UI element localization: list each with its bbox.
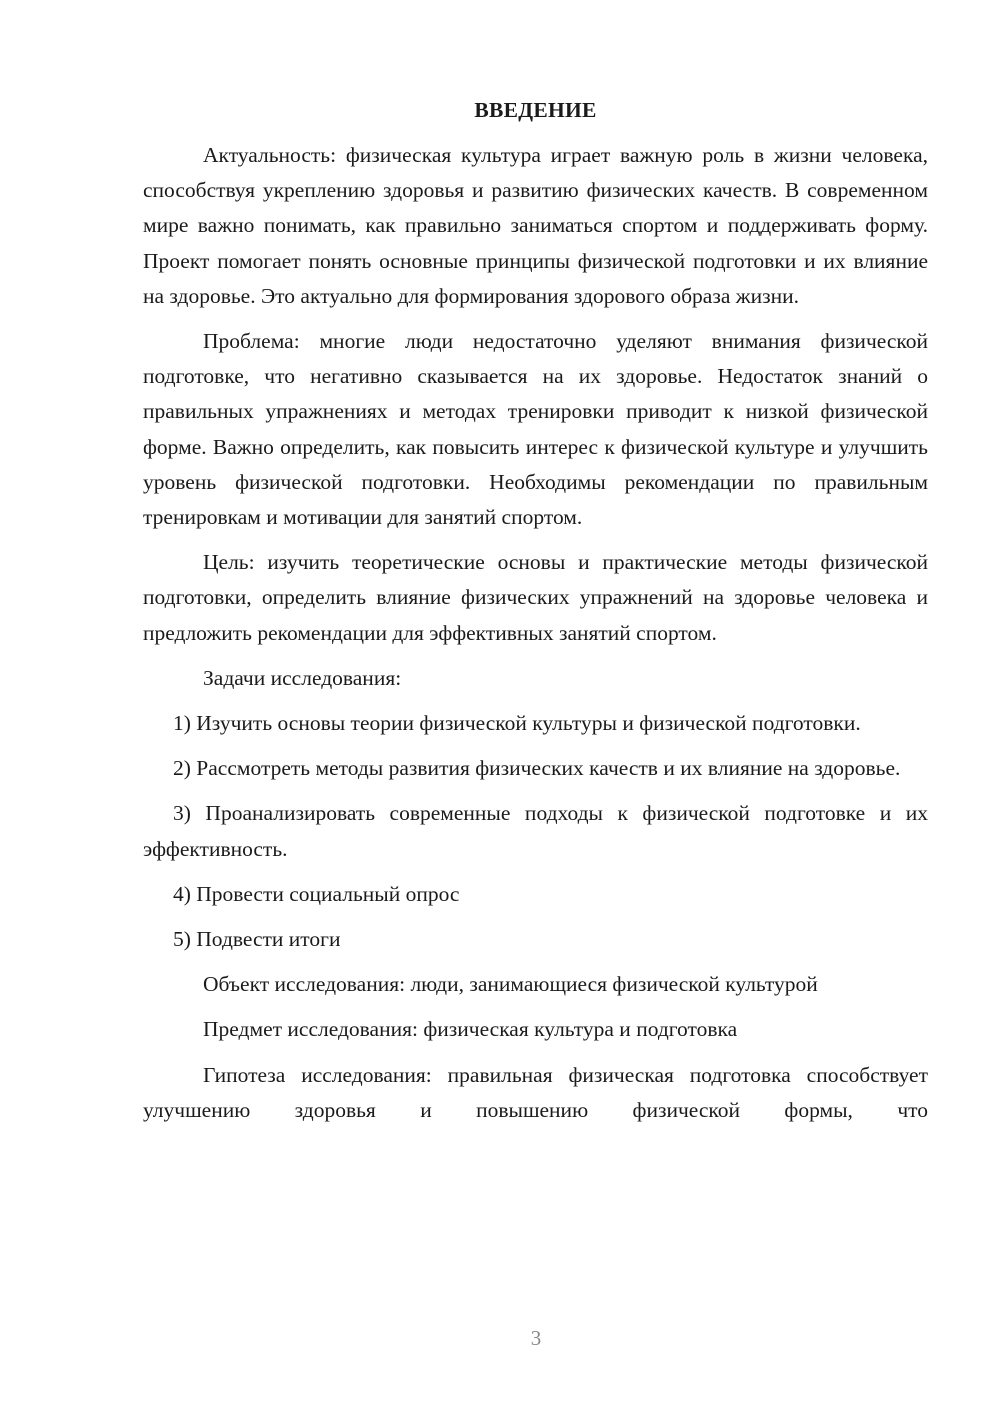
task-item: 5) Подвести итоги <box>173 927 341 952</box>
relevance-paragraph: Актуальность: физическая культура играет важную роль в жизни человека, способствуя укреплению здоровья и развитию физических качеств. В современном мире важно понимать, как правильно заниматься спортом и поддерживать форму. Проект помогает понять основные принципы физической подготовки и их влияние на здоровье. Это актуально для формирования здорового образа жизни. <box>143 143 928 308</box>
page-content <box>143 94 928 1138</box>
object-paragraph: Объект исследования: люди, занимающиеся физической культурой <box>203 972 818 997</box>
goal-paragraph: Цель: изучить теоретические основы и практические методы физической подготовки, определить влияние физических упражнений на здоровье человека и предложить рекомендации для эффективных занятий спортом. <box>143 550 928 645</box>
task-item: 1) Изучить основы теории физической культуры и физической подготовки. <box>173 711 861 736</box>
hypothesis-paragraph: Гипотеза исследования: правильная физическая подготовка способствует улучшению здоровья и повышению физической формы, что <box>143 1062 928 1122</box>
subject-paragraph: Предмет исследования: физическая культура и подготовка <box>203 1017 738 1042</box>
task-item: 3) Проанализировать современные подходы к физической подготовке и их эффективность. <box>143 801 928 861</box>
task-item: 4) Провести социальный опрос <box>173 881 460 906</box>
task-item: 2) Рассмотреть методы развития физических качеств и их влияние на здоровье. <box>173 756 901 781</box>
problem-paragraph: Проблема: многие люди недостаточно уделяют внимания физической подготовке, что негативно сказывается на их здоровье. Недостаток знаний о правильных упражнениях и методах тренировки приводит к низкой физической форме. Важно определить, как повысить интерес к физической культуре и улучшить уровень физической подготовки. Необходимы рекомендации по правильным тренировкам и мотивации для занятий спортом. <box>143 329 928 530</box>
section-heading: ВВЕДЕНИЕ <box>474 98 597 122</box>
tasks-list <box>143 706 928 957</box>
page-number: 3 <box>530 1326 542 1350</box>
tasks-title: Задачи исследования: <box>203 665 402 690</box>
